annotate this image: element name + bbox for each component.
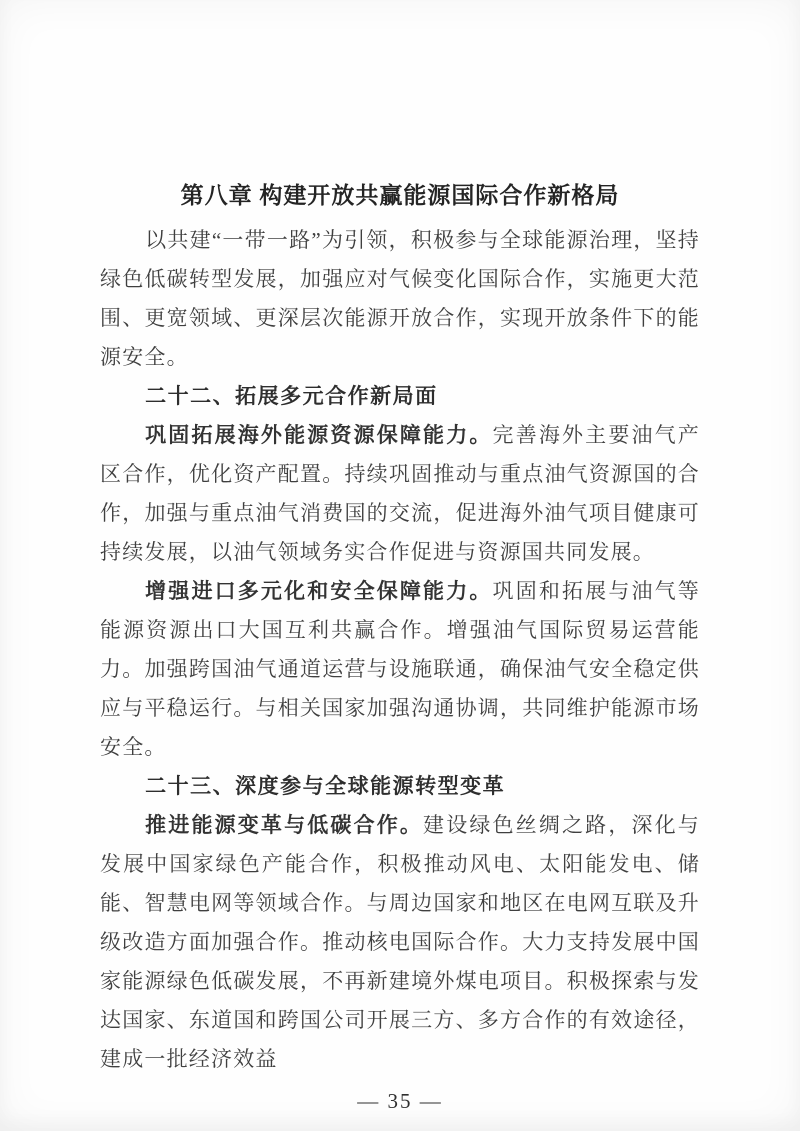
intro-paragraph-text: 以共建“一带一路”为引领，积极参与全球能源治理，坚持绿色低碳转型发展，加强应对气候变化国际合作，实施更大范围、更宽领域、更深层次能源开放合作，实现开放条件下的能源安全。 bbox=[100, 228, 700, 369]
paragraph-text: 巩固和拓展与油气等能源资源出口大国互利共赢合作。增强油气国际贸易运营能力。加强跨国油气通道运营与设施联通，确保油气安全稳定供应与平稳运行。与相关国家加强沟通协调，共同维护能源市场安全。 bbox=[100, 579, 700, 759]
paragraph-lead: 推进能源变革与低碳合作。 bbox=[145, 813, 424, 837]
paragraph-energy-transition bbox=[100, 806, 700, 1079]
paragraph-text: 完善海外主要油气产区合作，优化资产配置。持续巩固推动与重点油气资源国的合作，加强与重点油气消费国的交流，促进海外油气项目健康可持续发展，以油气领域务实合作促进与资源国共同发展。 bbox=[100, 423, 700, 564]
paragraph-import-diversification bbox=[100, 572, 700, 767]
paragraph-lead: 巩固拓展海外能源资源保障能力。 bbox=[145, 423, 493, 447]
page-number: — 35 — bbox=[357, 1089, 443, 1113]
section-heading-22: 二十二、拓展多元合作新局面 bbox=[145, 385, 438, 408]
intro-paragraph bbox=[100, 221, 700, 377]
paragraph-lead: 增强进口多元化和安全保障能力。 bbox=[145, 579, 493, 603]
paragraph-overseas-resources bbox=[100, 416, 700, 572]
chapter-title: 第八章 构建开放共赢能源国际合作新格局 bbox=[180, 183, 620, 208]
section-heading-23: 二十三、深度参与全球能源转型变革 bbox=[145, 775, 506, 798]
paragraph-text: 建设绿色丝绸之路，深化与发展中国家绿色产能合作，积极推动风电、太阳能发电、储能、智慧电网等领域合作。与周边国家和地区在电网互联及升级改造方面加强合作。推动核电国际合作。大力支持发展中国家能源绿色低碳发展，不再新建境外煤电项目。积极探索与发达国家、东道国和跨国公司开展三方、多方合作的有效途径，建成一批经济效益 bbox=[100, 813, 700, 1071]
